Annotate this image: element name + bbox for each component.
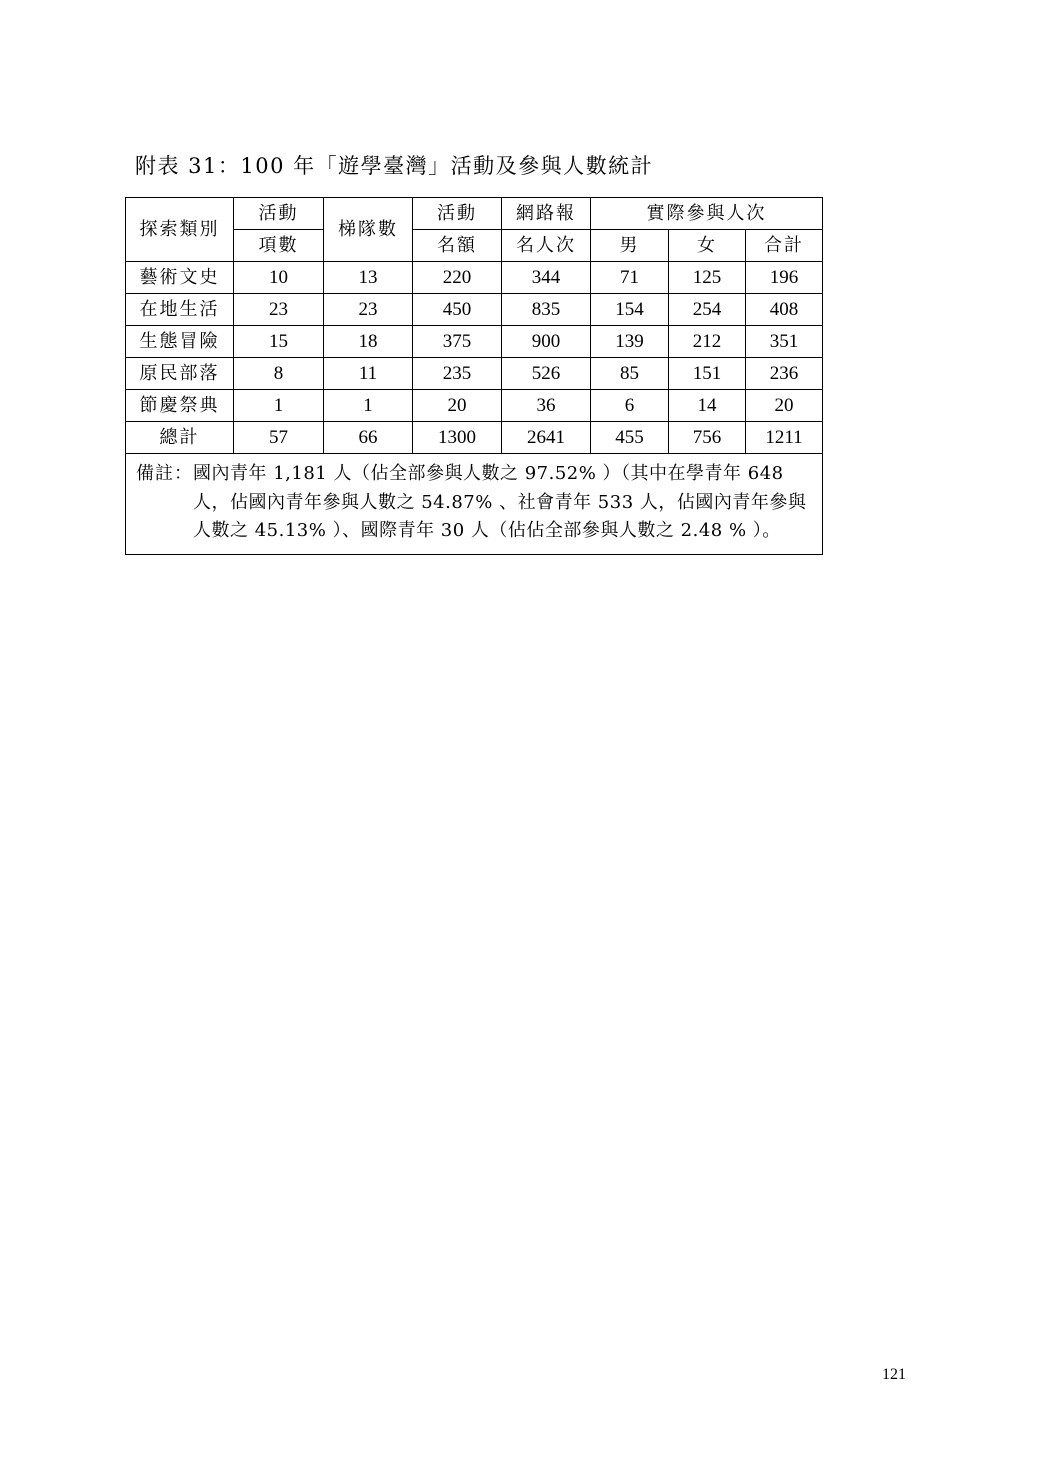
header-activity-count-line2: 項數 [234, 230, 324, 262]
header-online-line2: 名人次 [502, 230, 591, 262]
cell-male: 154 [591, 294, 669, 326]
cell-quota: 450 [413, 294, 502, 326]
cell-male: 85 [591, 358, 669, 390]
cell-male: 455 [591, 422, 669, 454]
note-text: 國內青年 1,181 人（佔全部參與人數之 97.52% ）（其中在學青年 648 人，佔國內青年參與人數之 54.87% 、社會青年 533 人，佔國內青年參與人數之 45.13% ）、國際青年 30 人（佔佔全部參與人數之 2.48 % ）。 [193, 463, 807, 541]
row-category: 生態冒險 [126, 326, 234, 358]
header-team-count: 梯隊數 [324, 198, 413, 262]
cell-online: 2641 [502, 422, 591, 454]
cell-quota: 1300 [413, 422, 502, 454]
statistics-table [125, 197, 823, 555]
cell-total: 408 [746, 294, 823, 326]
table-title: 附表 31：100 年「遊學臺灣」活動及參與人數統計 [135, 154, 654, 178]
cell-online: 900 [502, 326, 591, 358]
table-row [126, 390, 823, 422]
header-activity-count-line1: 活動 [234, 198, 324, 230]
header-quota-line2: 名額 [413, 230, 502, 262]
cell-teams: 11 [324, 358, 413, 390]
cell-quota: 20 [413, 390, 502, 422]
row-category: 在地生活 [126, 294, 234, 326]
cell-male: 71 [591, 262, 669, 294]
table-row [126, 262, 823, 294]
cell-activities: 23 [234, 294, 324, 326]
cell-total: 236 [746, 358, 823, 390]
row-category: 總計 [126, 422, 234, 454]
row-category: 藝術文史 [126, 262, 234, 294]
cell-female: 14 [669, 390, 746, 422]
cell-female: 254 [669, 294, 746, 326]
cell-total: 196 [746, 262, 823, 294]
cell-quota: 375 [413, 326, 502, 358]
header-quota-line1: 活動 [413, 198, 502, 230]
cell-activities: 15 [234, 326, 324, 358]
row-category: 節慶祭典 [126, 390, 234, 422]
cell-teams: 23 [324, 294, 413, 326]
header-row-1 [126, 198, 823, 230]
table-row [126, 294, 823, 326]
note-row [126, 454, 823, 555]
cell-teams: 18 [324, 326, 413, 358]
cell-online: 526 [502, 358, 591, 390]
total-row [126, 422, 823, 454]
cell-activities: 10 [234, 262, 324, 294]
cell-activities: 8 [234, 358, 324, 390]
cell-female: 756 [669, 422, 746, 454]
header-category: 探索類別 [126, 198, 234, 262]
cell-male: 6 [591, 390, 669, 422]
cell-activities: 57 [234, 422, 324, 454]
cell-quota: 235 [413, 358, 502, 390]
cell-female: 125 [669, 262, 746, 294]
header-actual-participants: 實際參與人次 [591, 198, 823, 230]
cell-online: 344 [502, 262, 591, 294]
header-male: 男 [591, 230, 669, 262]
cell-online: 36 [502, 390, 591, 422]
header-female: 女 [669, 230, 746, 262]
table-row [126, 358, 823, 390]
cell-total: 351 [746, 326, 823, 358]
cell-female: 151 [669, 358, 746, 390]
header-online-line1: 網路報 [502, 198, 591, 230]
note-label: 備註： [136, 463, 193, 484]
cell-total: 1211 [746, 422, 823, 454]
cell-total: 20 [746, 390, 823, 422]
table-note [126, 454, 823, 555]
cell-teams: 13 [324, 262, 413, 294]
cell-male: 139 [591, 326, 669, 358]
cell-teams: 66 [324, 422, 413, 454]
cell-quota: 220 [413, 262, 502, 294]
table-row [126, 326, 823, 358]
cell-teams: 1 [324, 390, 413, 422]
header-total: 合計 [746, 230, 823, 262]
cell-activities: 1 [234, 390, 324, 422]
cell-female: 212 [669, 326, 746, 358]
row-category: 原民部落 [126, 358, 234, 390]
cell-online: 835 [502, 294, 591, 326]
page-number: 121 [882, 1366, 906, 1383]
